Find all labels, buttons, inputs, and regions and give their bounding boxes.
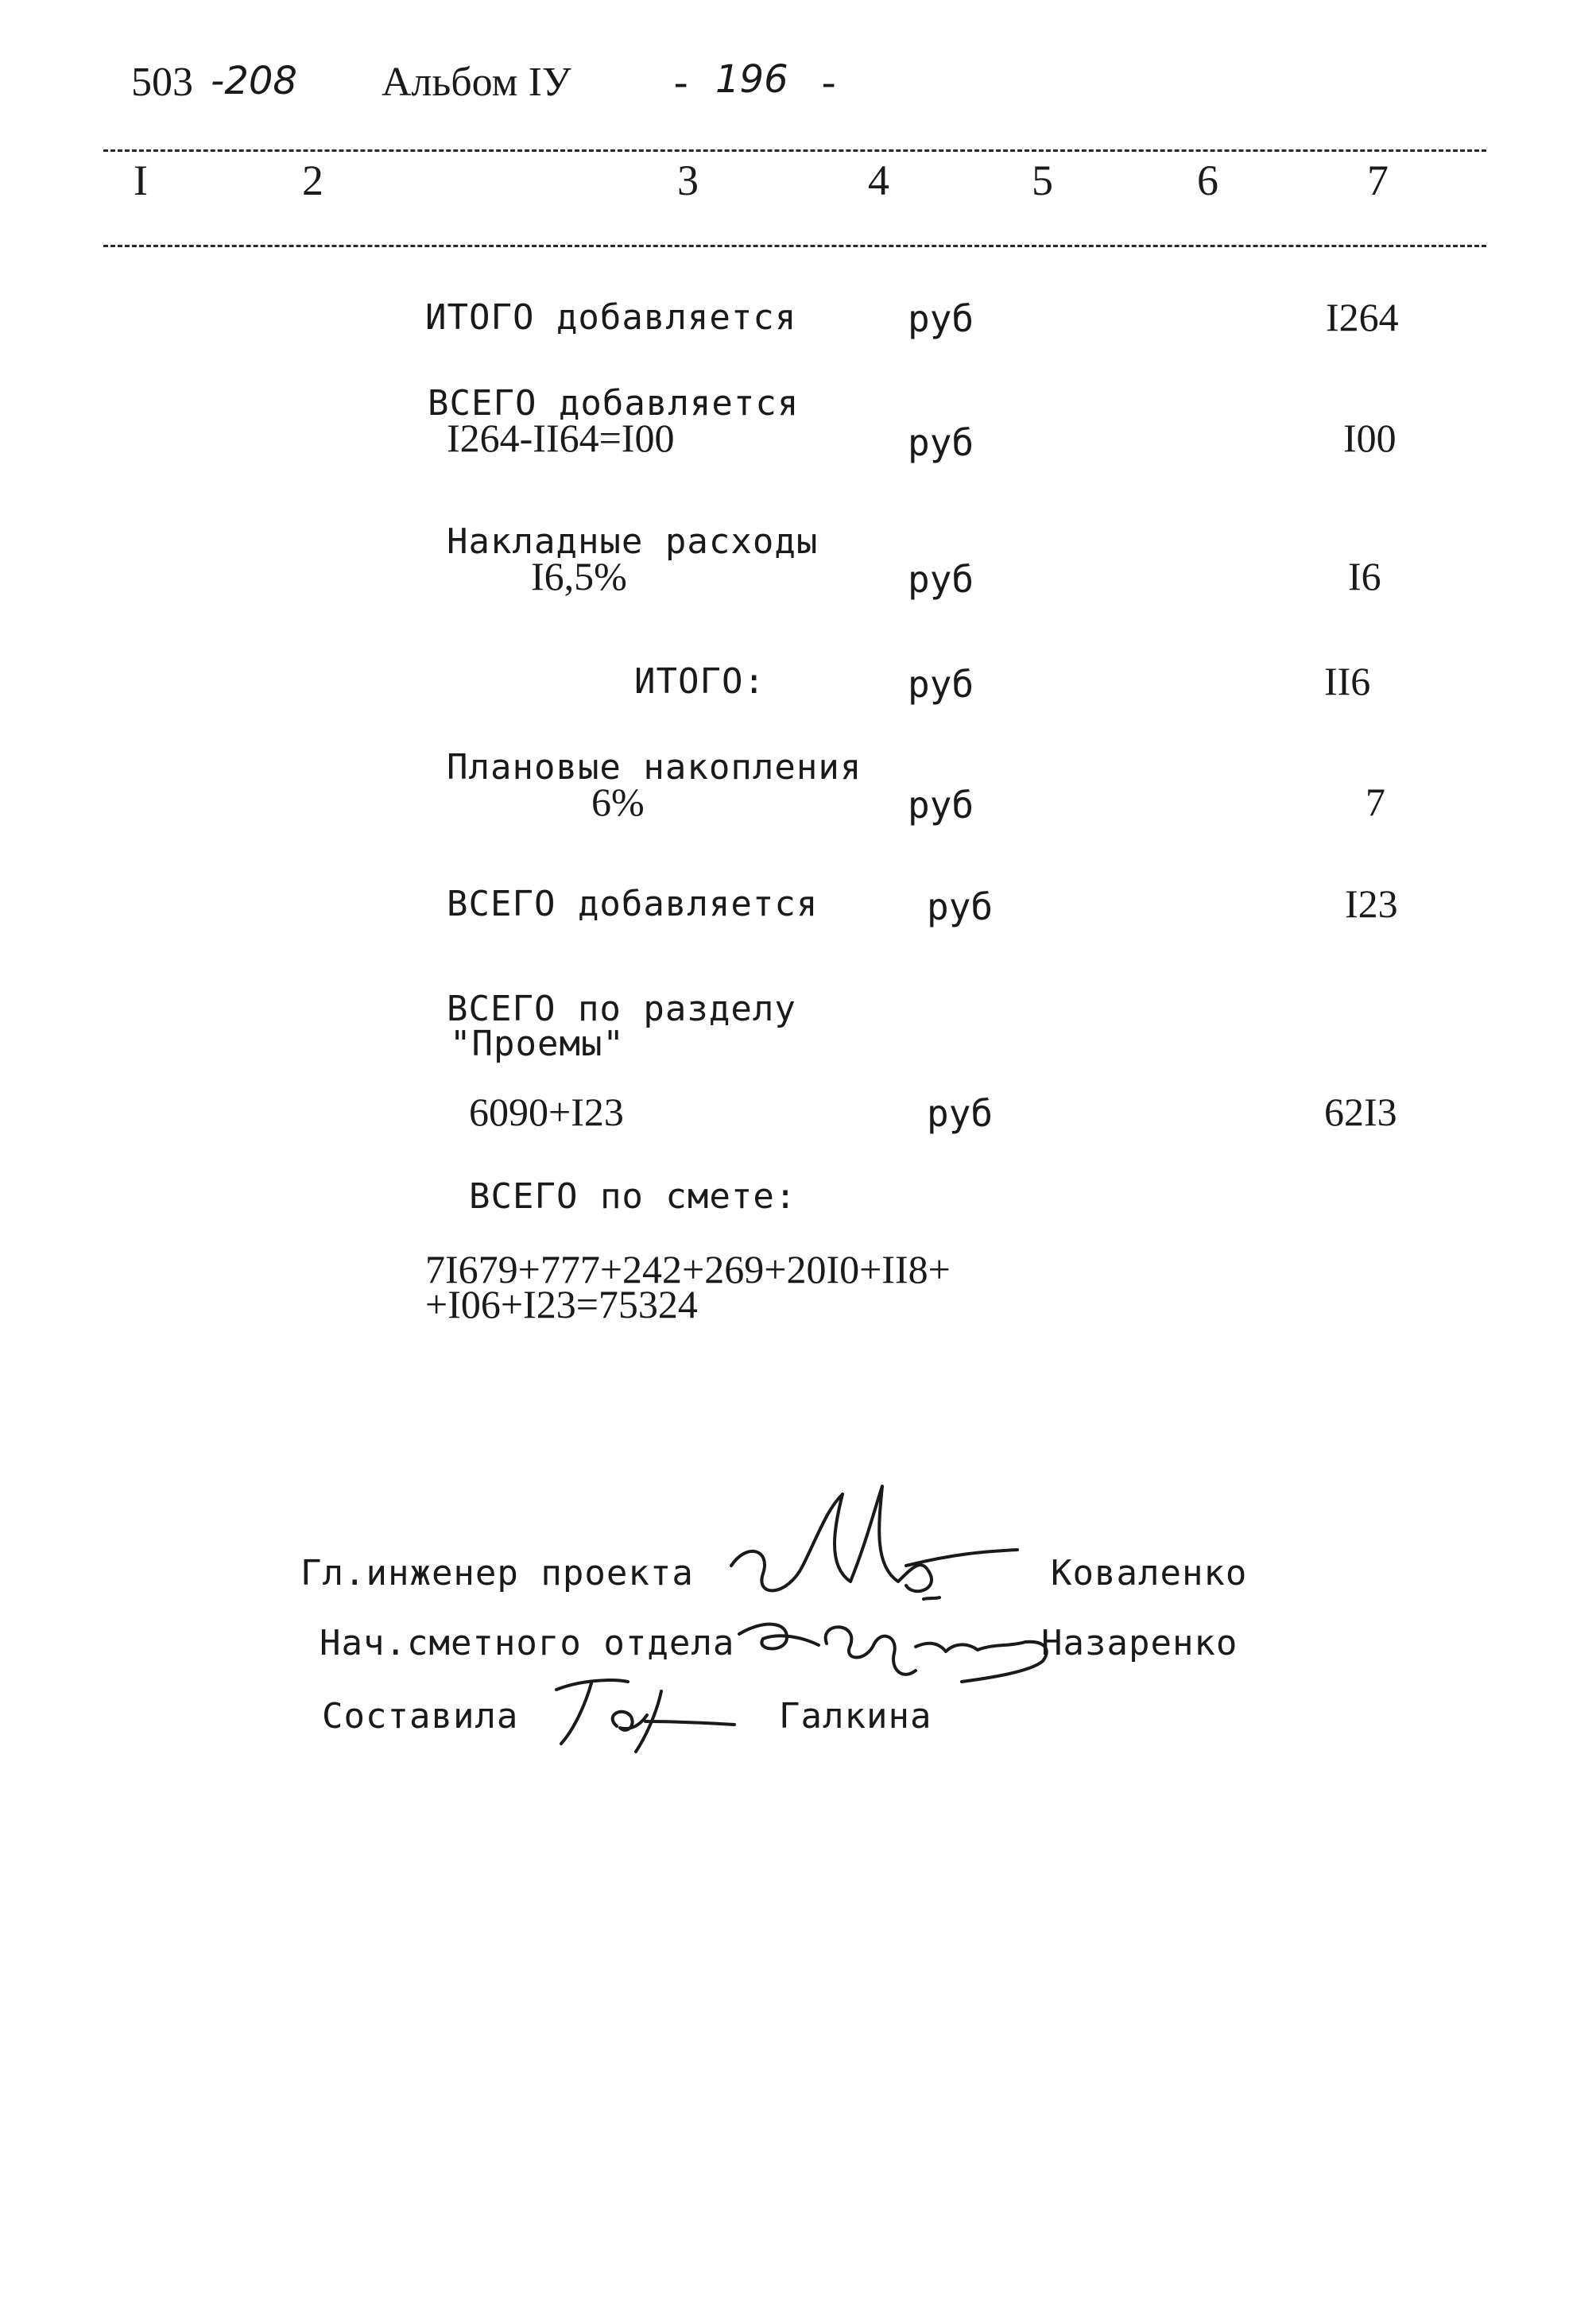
page-number-prefix: - (674, 60, 688, 105)
column-number-2: 2 (302, 157, 323, 204)
row-unit: руб (927, 885, 994, 928)
column-number-7: 7 (1367, 157, 1389, 204)
column-number-1: I (134, 157, 148, 204)
page-number-suffix: - (822, 60, 836, 105)
row-calculation-total: +I06+I23=75324 (425, 1282, 698, 1326)
row-label: ВСЕГО по разделу (447, 989, 796, 1029)
table-header-top-rule (103, 149, 1486, 152)
row-rate: I6,5% (531, 554, 627, 598)
handwritten-signature (715, 1478, 1033, 1613)
signature-name: Галкина (779, 1696, 932, 1737)
column-number-5: 5 (1032, 157, 1053, 204)
row-label: ВСЕГО по смете: (469, 1176, 797, 1217)
table-header-bottom-rule (103, 245, 1486, 247)
row-label: Накладные расходы (447, 521, 819, 562)
row-unit: руб (908, 663, 974, 706)
signature-name: Назаренко (1041, 1623, 1238, 1663)
signature-role: Нач.сметного отдела (320, 1623, 735, 1663)
row-unit: руб (908, 421, 974, 464)
row-label: ИТОГО: (634, 661, 765, 702)
row-value: 62I3 (1324, 1090, 1397, 1134)
row-unit: руб (908, 558, 974, 601)
row-value: I23 (1345, 881, 1398, 926)
row-value: 7 (1366, 780, 1385, 824)
row-value: I6 (1348, 554, 1381, 598)
handwritten-signature (731, 1605, 1065, 1693)
page-number: 196 (715, 57, 788, 102)
row-value: II6 (1324, 659, 1371, 703)
row-unit: руб (927, 1092, 994, 1135)
document-number: -208 (211, 59, 297, 103)
album-label: Альбом IУ (382, 60, 571, 105)
signature-name: Коваленко (1051, 1553, 1248, 1593)
row-unit: руб (908, 784, 974, 827)
row-value: I264 (1326, 295, 1399, 339)
column-number-4: 4 (868, 157, 889, 204)
row-label: ИТОГО добавляется (425, 297, 797, 338)
row-calculation: 6090+I23 (469, 1090, 624, 1134)
handwritten-signature (540, 1658, 747, 1761)
row-rate: 6% (591, 780, 645, 824)
row-calculation: I264-II64=I00 (447, 416, 675, 460)
row-calculation: 7I679+777+242+269+20I0+II8+ (425, 1247, 951, 1291)
document-code: 503 (131, 60, 193, 105)
section-name: "Проемы" (450, 1024, 625, 1064)
signature-role: Составила (322, 1696, 519, 1737)
column-number-6: 6 (1197, 157, 1218, 204)
row-value: I00 (1343, 416, 1396, 460)
row-label: ВСЕГО добавляется (447, 884, 819, 924)
row-label: ВСЕГО добавляется (428, 383, 800, 424)
row-label: Плановые накопления (447, 747, 862, 788)
column-number-3: 3 (677, 157, 699, 204)
signature-role: Гл.инженер проекта (300, 1553, 694, 1593)
row-unit: руб (908, 297, 974, 340)
